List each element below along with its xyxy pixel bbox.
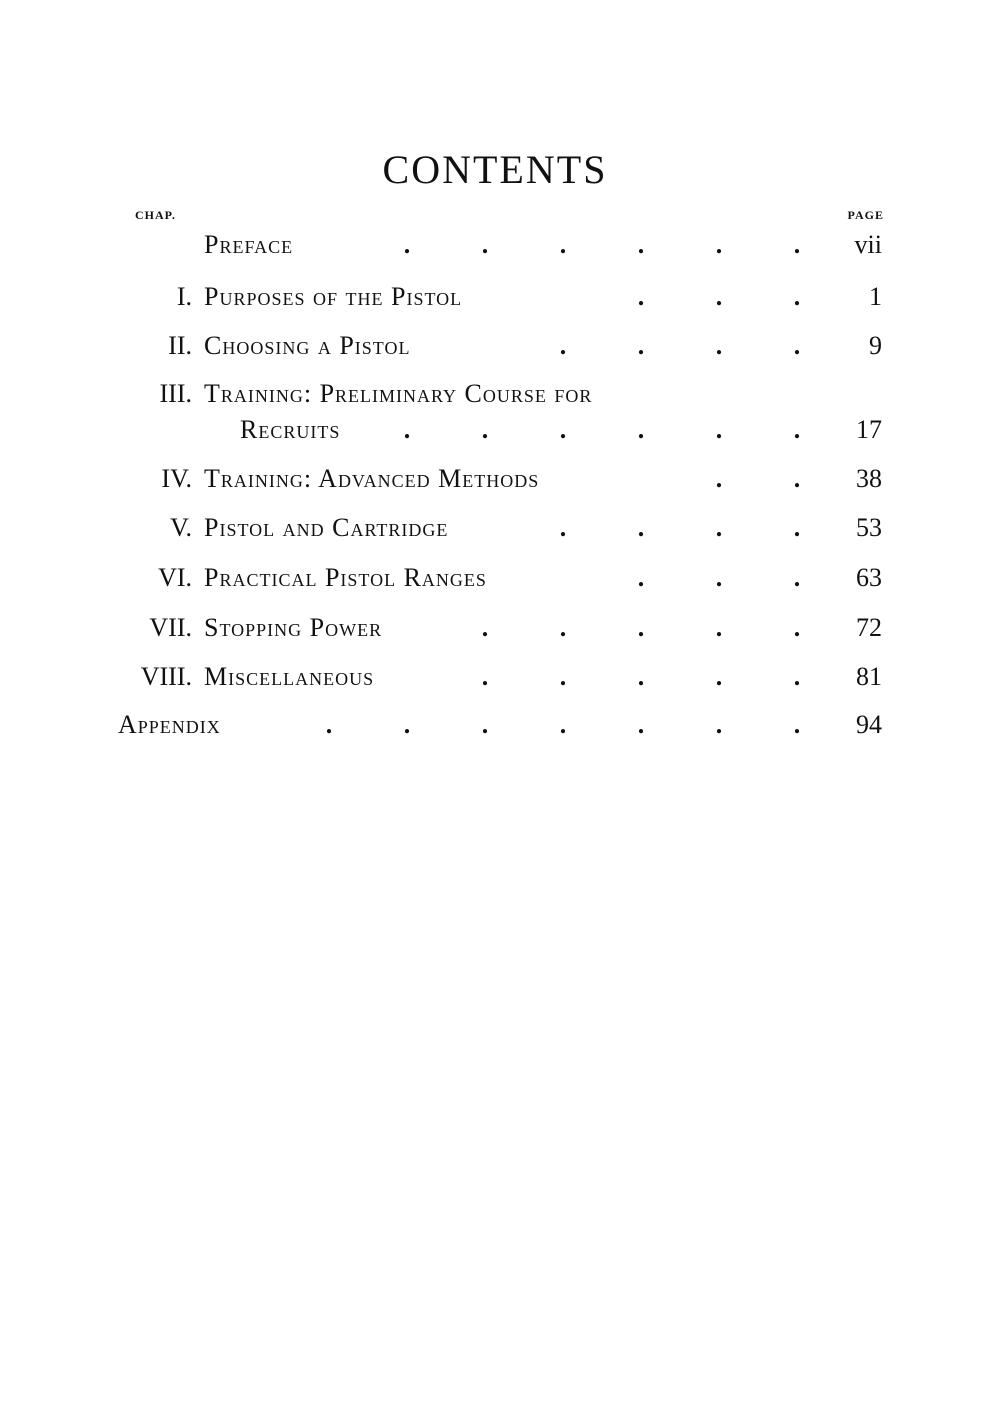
entry-number: IV.: [161, 464, 192, 493]
entry-number: VII.: [149, 613, 192, 642]
leader-dots: . . . .: [559, 513, 801, 542]
leader-dots: . . . . . . .: [325, 710, 801, 739]
toc-entry-chapter-4[interactable]: [0, 462, 1000, 496]
entry-title: Miscellaneous: [204, 662, 375, 691]
page-title: CONTENTS: [382, 147, 608, 192]
entry-number: VI.: [158, 563, 192, 592]
entry-page: 9: [869, 331, 882, 360]
leader-dots: . . .: [637, 563, 801, 592]
entry-page: vii: [854, 230, 882, 259]
chapter-column-header: CHAP.: [135, 208, 176, 222]
entry-page: 72: [856, 613, 882, 642]
toc-entry-appendix[interactable]: [0, 708, 1000, 742]
entry-title: Appendix: [118, 710, 221, 739]
entry-number: I.: [176, 282, 192, 311]
leader-dots: . . .: [637, 282, 801, 311]
leader-dots: . .: [715, 464, 801, 493]
entry-page: 81: [856, 662, 882, 691]
leader-dots: . . . . .: [481, 613, 801, 642]
leader-dots: . . . . .: [481, 662, 801, 691]
entry-number: III.: [159, 379, 192, 408]
toc-entry-chapter-3[interactable]: [0, 377, 1000, 411]
entry-title: Purposes of the Pistol: [204, 282, 463, 311]
toc-entry-chapter-3-continued[interactable]: [0, 413, 1000, 447]
entry-page: 63: [856, 563, 882, 592]
entry-title: Choosing a Pistol: [204, 331, 411, 360]
entry-title: Stopping Power: [204, 613, 383, 642]
entry-page: 53: [856, 513, 882, 542]
leader-dots: . . . . . .: [403, 230, 801, 259]
entry-page: 38: [856, 464, 882, 493]
toc-entry-chapter-7[interactable]: [0, 611, 1000, 645]
toc-entry-chapter-2[interactable]: [0, 329, 1000, 363]
entry-page: 1: [869, 282, 882, 311]
entry-title: Training: Advanced Methods: [204, 464, 540, 493]
toc-entry-preface[interactable]: [0, 228, 1000, 262]
leader-dots: . . . .: [559, 331, 801, 360]
toc-entry-chapter-5[interactable]: [0, 511, 1000, 545]
entry-title: Practical Pistol Ranges: [204, 563, 487, 592]
entry-title: Pistol and Cartridge: [204, 513, 449, 542]
entry-page: 17: [856, 415, 882, 444]
leader-dots: . . . . . .: [403, 415, 801, 444]
entry-title: Training: Preliminary Course for: [204, 379, 593, 408]
page-column-header: PAGE: [847, 208, 884, 222]
entry-title: Preface: [204, 230, 294, 259]
toc-entry-chapter-6[interactable]: [0, 561, 1000, 595]
entry-page: 94: [856, 710, 882, 739]
entry-title-continued: Recruits: [240, 415, 341, 444]
entry-number: II.: [168, 331, 192, 360]
toc-entry-chapter-8[interactable]: [0, 660, 1000, 694]
entry-number: VIII.: [140, 662, 192, 691]
entry-number: V.: [170, 513, 192, 542]
toc-entry-chapter-1[interactable]: [0, 280, 1000, 314]
